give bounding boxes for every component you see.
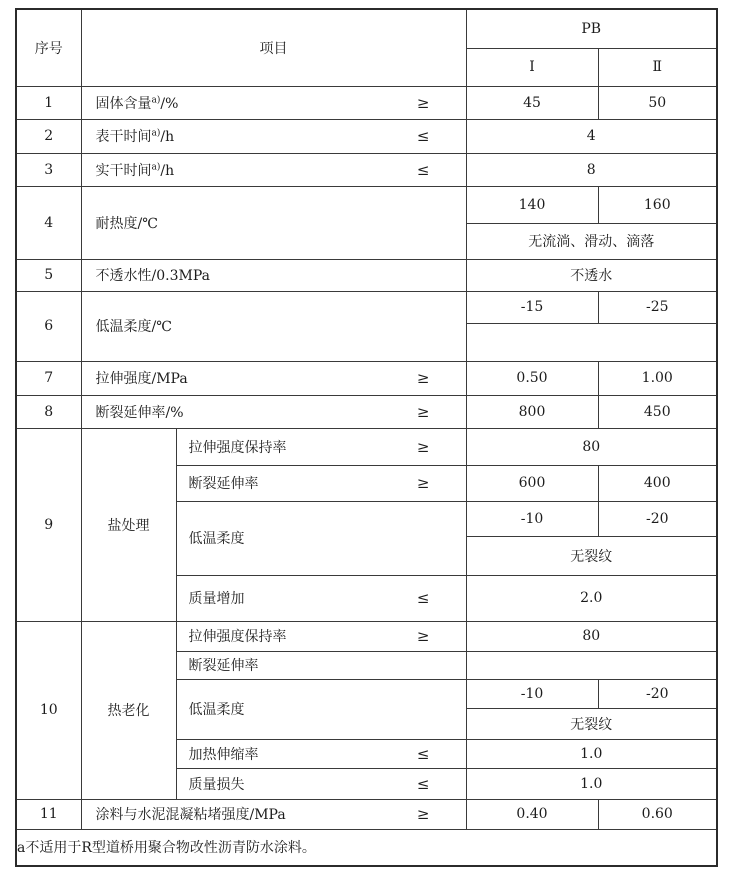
- cell-value-1: 140: [466, 186, 598, 223]
- cell-no: 3: [16, 153, 81, 186]
- cell-value-2: 50: [598, 86, 717, 119]
- header-cell-type-1: Ⅰ: [466, 48, 598, 86]
- item-label-text: 固体含量: [95, 95, 152, 112]
- cell-group-label: 盐处理: [81, 428, 176, 621]
- cell-subitem: [176, 679, 466, 739]
- item-label: [96, 93, 179, 113]
- subitem-label: 断裂延伸率: [188, 658, 259, 674]
- item-label: 耐热度/℃: [95, 215, 158, 232]
- header-cell-group-pb: PB: [466, 9, 717, 48]
- geq-symbol: ≥: [416, 369, 430, 387]
- cell-value-2: -20: [598, 679, 717, 708]
- table-row: [16, 186, 717, 223]
- cell-subitem: [176, 501, 466, 575]
- cell-value-merged: 无裂纹: [466, 708, 717, 739]
- cell-value-merged: 80: [466, 621, 717, 651]
- cell-subitem: [176, 575, 466, 621]
- cell-value-merged: 1.0: [466, 739, 717, 768]
- header-cell-type-2: Ⅱ: [598, 48, 717, 86]
- cell-value-merged: 无流淌、滑动、滴落: [466, 223, 717, 259]
- item-label: 断裂延伸率/%: [95, 404, 184, 421]
- table-row: [16, 86, 717, 119]
- subitem-label: 加热伸缩率: [188, 746, 259, 763]
- cell-item: [81, 395, 466, 428]
- cell-no: 2: [16, 119, 81, 153]
- subitem-label: 质量增加: [188, 591, 245, 607]
- cell-subitem: [176, 768, 466, 799]
- cell-no: 5: [16, 259, 81, 291]
- cell-value-merged: 2.0: [466, 575, 717, 621]
- cell-subitem: [176, 739, 466, 768]
- geq-symbol: ≥: [416, 627, 430, 645]
- footnote-text: a不适用于R型道桥用聚合物改性沥青防水涂料。: [16, 829, 717, 866]
- table-row: [16, 291, 717, 323]
- footnote-marker: a): [151, 161, 161, 172]
- cell-no: 8: [16, 395, 81, 428]
- cell-subitem: [176, 465, 466, 501]
- cell-value-2: 1.00: [598, 361, 717, 395]
- table-row: [16, 621, 717, 651]
- item-label: [96, 126, 175, 146]
- subitem-label: 质量损失: [188, 776, 245, 793]
- cell-value-1: 45: [466, 86, 598, 119]
- cell-no: 1: [16, 86, 81, 119]
- geq-symbol: ≥: [416, 402, 430, 421]
- cell-item: [81, 361, 466, 395]
- cell-value-2: 0.60: [598, 799, 717, 829]
- cell-value-merged-empty: [466, 651, 717, 679]
- leq-symbol: ≤: [416, 160, 430, 179]
- subitem-label: 断裂延伸率: [188, 476, 259, 492]
- footnote-marker: a): [151, 94, 161, 105]
- cell-value-merged: 8: [466, 153, 717, 186]
- cell-value-1: 600: [466, 465, 598, 501]
- cell-item: [81, 86, 466, 119]
- cell-value-merged: 无裂纹: [466, 536, 717, 575]
- cell-no: 10: [16, 621, 81, 799]
- item-label-unit: /h: [160, 129, 175, 145]
- table-row: [16, 395, 717, 428]
- header-cell-no: 序号: [16, 9, 81, 86]
- item-label-unit: /h: [160, 162, 175, 179]
- subitem-label: 拉伸强度保持率: [188, 629, 287, 645]
- cell-value-1: -10: [466, 679, 598, 708]
- cell-value-1: 800: [466, 395, 598, 428]
- subitem-label: 拉伸强度保持率: [188, 439, 287, 456]
- table-row: [16, 119, 717, 153]
- geq-symbol: ≥: [416, 805, 430, 823]
- cell-value-merged: 不透水: [466, 259, 717, 291]
- cell-value-merged: 1.0: [466, 768, 717, 799]
- subitem-label: 低温柔度: [188, 702, 245, 718]
- header-cell-item: 项目: [81, 9, 466, 86]
- cell-item: [81, 259, 466, 291]
- geq-symbol: ≥: [416, 93, 430, 112]
- table-row: [16, 799, 717, 829]
- table-row: [16, 428, 717, 465]
- cell-no: 11: [16, 799, 81, 829]
- item-label-text: 实干时间: [95, 162, 152, 179]
- item-label: [96, 160, 175, 180]
- leq-symbol: ≤: [416, 744, 430, 763]
- table-row: [16, 361, 717, 395]
- cell-value-merged: 4: [466, 119, 717, 153]
- footnote-marker: a): [151, 128, 161, 139]
- cell-no: 4: [16, 186, 81, 259]
- subitem-label: 低温柔度: [188, 531, 245, 547]
- item-label: 低温柔度/℃: [95, 319, 172, 335]
- cell-item: [81, 153, 466, 186]
- cell-value-1: 0.50: [466, 361, 598, 395]
- cell-value-1: -10: [466, 501, 598, 536]
- item-label: 不透水性/0.3MPa: [95, 268, 210, 284]
- table-row: [16, 259, 717, 291]
- geq-symbol: ≥: [416, 474, 430, 492]
- item-label: 涂料与水泥混凝粘堵强度/MPa: [95, 807, 286, 823]
- geq-symbol: ≥: [416, 437, 430, 456]
- cell-value-1: -15: [466, 291, 598, 323]
- item-label-unit: /%: [160, 95, 179, 112]
- leq-symbol: ≤: [416, 774, 430, 793]
- table-header-row-1: [16, 9, 717, 48]
- cell-no: 6: [16, 291, 81, 361]
- cell-item: [81, 799, 466, 829]
- leq-symbol: ≤: [416, 589, 430, 607]
- spec-table: [15, 8, 718, 867]
- cell-item: [81, 119, 466, 153]
- cell-value-2: 450: [598, 395, 717, 428]
- cell-item: [81, 291, 466, 361]
- item-label: 拉伸强度/MPa: [95, 371, 188, 387]
- footnote-row: [16, 829, 717, 866]
- item-label-text: 表干时间: [95, 129, 152, 145]
- cell-subitem: [176, 621, 466, 651]
- leq-symbol: ≤: [416, 127, 430, 145]
- cell-item: [81, 186, 466, 259]
- cell-no: 9: [16, 428, 81, 621]
- cell-subitem: [176, 651, 466, 679]
- cell-value-2: -20: [598, 501, 717, 536]
- cell-value-2: 160: [598, 186, 717, 223]
- table-row: [16, 153, 717, 186]
- cell-value-merged: 80: [466, 428, 717, 465]
- cell-group-label: 热老化: [81, 621, 176, 799]
- cell-no: 7: [16, 361, 81, 395]
- cell-subitem: [176, 428, 466, 465]
- cell-value-merged-empty: [466, 323, 717, 361]
- cell-value-2: 400: [598, 465, 717, 501]
- cell-value-2: -25: [598, 291, 717, 323]
- cell-value-1: 0.40: [466, 799, 598, 829]
